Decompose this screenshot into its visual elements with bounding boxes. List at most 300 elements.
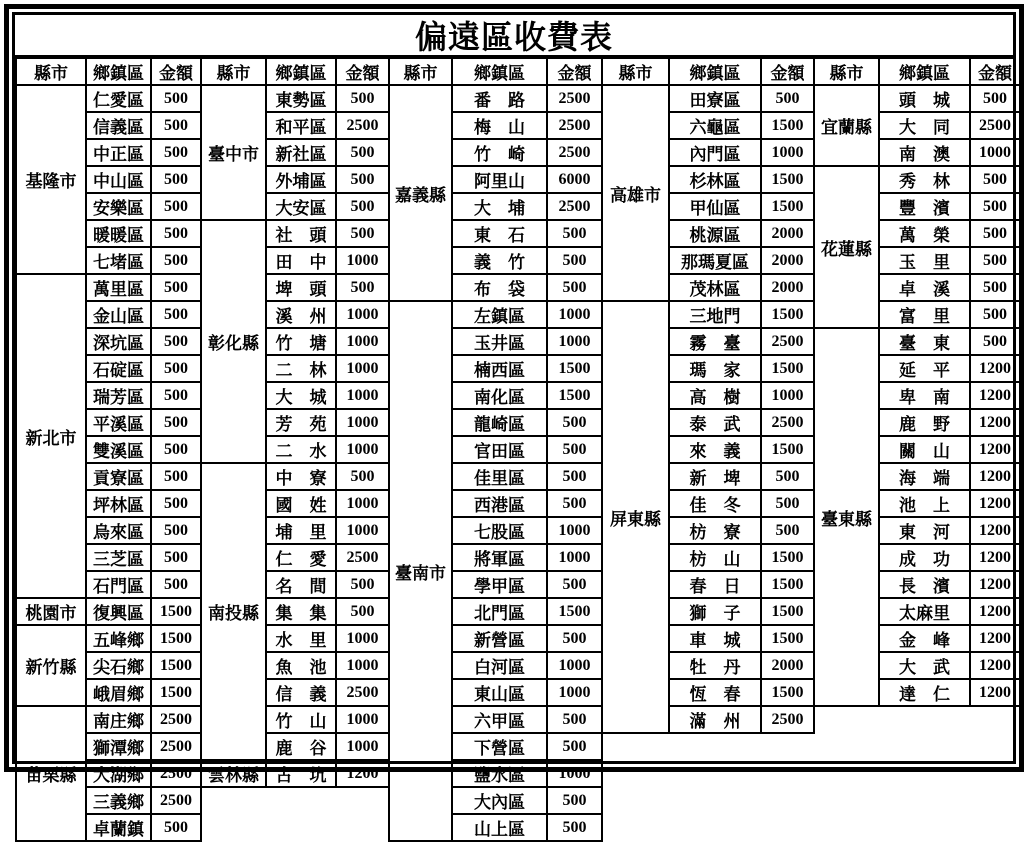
township-cell: 芳 苑 xyxy=(266,409,336,436)
fee-cell: 2500 xyxy=(547,193,602,220)
township-cell: 泰 武 xyxy=(669,409,761,436)
empty-cell xyxy=(602,733,814,760)
empty-cell xyxy=(602,787,814,814)
township-cell: 梅 山 xyxy=(452,112,547,139)
fee-cell: 500 xyxy=(547,220,602,247)
header-cell-township: 鄉鎮區 xyxy=(669,59,761,85)
fee-cell: 500 xyxy=(151,85,201,112)
township-cell: 尖石鄉 xyxy=(86,652,151,679)
fee-cell: 500 xyxy=(151,301,201,328)
fee-cell: 1200 xyxy=(970,409,1020,436)
fee-cell: 500 xyxy=(970,274,1020,301)
township-cell: 恆 春 xyxy=(669,679,761,706)
township-cell: 烏來區 xyxy=(86,517,151,544)
fee-cell: 500 xyxy=(151,517,201,544)
county-cell: 新北市 xyxy=(16,274,86,598)
county-cell: 基隆市 xyxy=(16,85,86,274)
fee-cell: 500 xyxy=(970,220,1020,247)
fee-cell: 2500 xyxy=(151,706,201,733)
township-cell: 那瑪夏區 xyxy=(669,247,761,274)
header-cell-amount: 金額 xyxy=(547,59,602,85)
fee-cell: 1000 xyxy=(547,760,602,787)
fee-cell: 500 xyxy=(151,355,201,382)
township-cell: 卑 南 xyxy=(879,382,970,409)
fee-cell: 1500 xyxy=(547,382,602,409)
county-cell: 彰化縣 xyxy=(201,220,266,463)
table-row xyxy=(16,166,1020,193)
township-cell: 埤 頭 xyxy=(266,274,336,301)
table-body xyxy=(16,85,1020,841)
fee-cell: 500 xyxy=(151,436,201,463)
township-cell: 大內區 xyxy=(452,787,547,814)
table-row xyxy=(16,733,1020,760)
fee-cell: 1000 xyxy=(336,247,389,274)
fee-cell: 500 xyxy=(151,544,201,571)
table-row xyxy=(16,760,1020,787)
fee-cell: 1200 xyxy=(970,571,1020,598)
fee-cell: 500 xyxy=(970,247,1020,274)
fee-cell: 1500 xyxy=(151,652,201,679)
township-cell: 官田區 xyxy=(452,436,547,463)
empty-cell xyxy=(602,760,814,787)
township-cell: 金 峰 xyxy=(879,625,970,652)
fee-cell: 2500 xyxy=(761,328,814,355)
township-cell: 關 山 xyxy=(879,436,970,463)
fee-cell: 2000 xyxy=(761,247,814,274)
fee-cell: 500 xyxy=(547,274,602,301)
township-cell: 南化區 xyxy=(452,382,547,409)
fee-cell: 1000 xyxy=(336,490,389,517)
township-cell: 山上區 xyxy=(452,814,547,841)
header-cell-county: 縣市 xyxy=(814,59,879,85)
fee-cell: 500 xyxy=(547,436,602,463)
empty-cell xyxy=(814,787,1020,814)
empty-cell xyxy=(201,814,389,841)
county-cell: 臺南市 xyxy=(389,301,452,841)
township-cell: 達 仁 xyxy=(879,679,970,706)
empty-cell xyxy=(814,706,1020,733)
header-cell-township: 鄉鎮區 xyxy=(266,59,336,85)
fee-cell: 500 xyxy=(761,463,814,490)
fee-table xyxy=(15,59,1021,842)
fee-cell: 500 xyxy=(151,193,201,220)
table-frame xyxy=(12,12,1016,839)
fee-cell: 1000 xyxy=(336,436,389,463)
fee-cell: 1500 xyxy=(761,571,814,598)
fee-cell: 1200 xyxy=(970,652,1020,679)
township-cell: 佳里區 xyxy=(452,463,547,490)
header-cell-township: 鄉鎮區 xyxy=(452,59,547,85)
fee-cell: 500 xyxy=(970,193,1020,220)
fee-cell: 500 xyxy=(151,139,201,166)
township-cell: 大 埔 xyxy=(452,193,547,220)
empty-cell xyxy=(201,787,389,814)
township-cell: 霧 臺 xyxy=(669,328,761,355)
fee-cell: 1000 xyxy=(336,517,389,544)
fee-cell: 2500 xyxy=(547,85,602,112)
fee-cell: 500 xyxy=(547,814,602,841)
township-cell: 鹽水區 xyxy=(452,760,547,787)
fee-cell: 500 xyxy=(151,382,201,409)
township-cell: 大 同 xyxy=(879,112,970,139)
fee-cell: 2500 xyxy=(336,544,389,571)
township-cell: 大 城 xyxy=(266,382,336,409)
fee-cell: 500 xyxy=(336,274,389,301)
fee-cell: 1000 xyxy=(336,355,389,382)
county-cell: 新竹縣 xyxy=(16,625,86,706)
township-cell: 臺 東 xyxy=(879,328,970,355)
township-cell: 秀 林 xyxy=(879,166,970,193)
township-cell: 竹 山 xyxy=(266,706,336,733)
township-cell: 北門區 xyxy=(452,598,547,625)
township-cell: 仁 愛 xyxy=(266,544,336,571)
fee-cell: 1000 xyxy=(336,706,389,733)
fee-cell: 1200 xyxy=(970,679,1020,706)
township-cell: 平溪區 xyxy=(86,409,151,436)
township-cell: 瑞芳區 xyxy=(86,382,151,409)
fee-cell: 500 xyxy=(151,463,201,490)
township-cell: 玉井區 xyxy=(452,328,547,355)
township-cell: 茂林區 xyxy=(669,274,761,301)
fee-cell: 1500 xyxy=(761,112,814,139)
township-cell: 杉林區 xyxy=(669,166,761,193)
fee-cell: 1500 xyxy=(761,679,814,706)
township-cell: 豐 濱 xyxy=(879,193,970,220)
fee-cell: 500 xyxy=(761,85,814,112)
township-cell: 太麻里 xyxy=(879,598,970,625)
fee-cell: 1500 xyxy=(761,598,814,625)
fee-cell: 500 xyxy=(151,328,201,355)
township-cell: 義 竹 xyxy=(452,247,547,274)
township-cell: 信義區 xyxy=(86,112,151,139)
township-cell: 二 水 xyxy=(266,436,336,463)
fee-cell: 500 xyxy=(547,787,602,814)
township-cell: 仁愛區 xyxy=(86,85,151,112)
fee-cell: 1500 xyxy=(151,598,201,625)
county-cell: 高雄市 xyxy=(602,85,669,301)
township-cell: 新社區 xyxy=(266,139,336,166)
header-row xyxy=(16,59,1020,85)
fee-cell: 500 xyxy=(547,571,602,598)
fee-cell: 500 xyxy=(547,706,602,733)
fee-cell: 6000 xyxy=(547,166,602,193)
fee-cell: 1500 xyxy=(761,193,814,220)
fee-cell: 1000 xyxy=(336,301,389,328)
township-cell: 西港區 xyxy=(452,490,547,517)
header-cell-township: 鄉鎮區 xyxy=(879,59,970,85)
fee-cell: 2500 xyxy=(547,139,602,166)
empty-cell xyxy=(814,760,1020,787)
township-cell: 瑪 家 xyxy=(669,355,761,382)
fee-cell: 1500 xyxy=(761,355,814,382)
fee-cell: 1500 xyxy=(151,679,201,706)
fee-cell: 500 xyxy=(336,193,389,220)
page-border xyxy=(4,4,1024,839)
county-cell: 宜蘭縣 xyxy=(814,85,879,166)
township-cell: 坪林區 xyxy=(86,490,151,517)
fee-cell: 1200 xyxy=(970,625,1020,652)
township-cell: 石碇區 xyxy=(86,355,151,382)
fee-cell: 1000 xyxy=(761,139,814,166)
township-cell: 春 日 xyxy=(669,571,761,598)
township-cell: 東 石 xyxy=(452,220,547,247)
fee-cell: 2500 xyxy=(151,733,201,760)
fee-cell: 500 xyxy=(336,139,389,166)
township-cell: 中正區 xyxy=(86,139,151,166)
fee-cell: 1200 xyxy=(970,544,1020,571)
township-cell: 延 平 xyxy=(879,355,970,382)
header-cell-county: 縣市 xyxy=(201,59,266,85)
township-cell: 海 端 xyxy=(879,463,970,490)
fee-cell: 1000 xyxy=(547,679,602,706)
township-cell: 深坑區 xyxy=(86,328,151,355)
township-cell: 獅潭鄉 xyxy=(86,733,151,760)
fee-cell: 500 xyxy=(151,220,201,247)
township-cell: 新營區 xyxy=(452,625,547,652)
township-cell: 七股區 xyxy=(452,517,547,544)
township-cell: 五峰鄉 xyxy=(86,625,151,652)
fee-cell: 500 xyxy=(970,85,1020,112)
township-cell: 桃源區 xyxy=(669,220,761,247)
table-row xyxy=(16,814,1020,841)
fee-cell: 500 xyxy=(336,598,389,625)
fee-cell: 500 xyxy=(151,274,201,301)
township-cell: 魚 池 xyxy=(266,652,336,679)
fee-cell: 1500 xyxy=(547,355,602,382)
township-cell: 來 義 xyxy=(669,436,761,463)
township-cell: 新 埤 xyxy=(669,463,761,490)
township-cell: 南 澳 xyxy=(879,139,970,166)
township-cell: 田 中 xyxy=(266,247,336,274)
fee-cell: 1500 xyxy=(547,598,602,625)
fee-cell: 1500 xyxy=(761,625,814,652)
township-cell: 社 頭 xyxy=(266,220,336,247)
township-cell: 枋 寮 xyxy=(669,517,761,544)
header-cell-amount: 金額 xyxy=(151,59,201,85)
fee-cell: 500 xyxy=(336,571,389,598)
township-cell: 南庄鄉 xyxy=(86,706,151,733)
fee-cell: 1200 xyxy=(970,463,1020,490)
fee-cell: 1000 xyxy=(547,328,602,355)
fee-cell: 1000 xyxy=(761,382,814,409)
township-cell: 布 袋 xyxy=(452,274,547,301)
fee-cell: 500 xyxy=(336,220,389,247)
header-cell-county: 縣市 xyxy=(16,59,86,85)
township-cell: 三地門 xyxy=(669,301,761,328)
township-cell: 水 里 xyxy=(266,625,336,652)
empty-cell xyxy=(602,814,814,841)
header-cell-county: 縣市 xyxy=(602,59,669,85)
fee-cell: 500 xyxy=(151,112,201,139)
township-cell: 獅 子 xyxy=(669,598,761,625)
township-cell: 鹿 野 xyxy=(879,409,970,436)
township-cell: 復興區 xyxy=(86,598,151,625)
fee-cell: 500 xyxy=(547,490,602,517)
township-cell: 學甲區 xyxy=(452,571,547,598)
township-cell: 玉 里 xyxy=(879,247,970,274)
township-cell: 長 濱 xyxy=(879,571,970,598)
fee-cell: 1000 xyxy=(336,328,389,355)
table-row xyxy=(16,85,1020,112)
fee-cell: 500 xyxy=(336,463,389,490)
fee-cell: 1200 xyxy=(336,760,389,787)
fee-cell: 1000 xyxy=(336,409,389,436)
fee-cell: 1200 xyxy=(970,490,1020,517)
fee-cell: 500 xyxy=(151,247,201,274)
township-cell: 名 間 xyxy=(266,571,336,598)
township-cell: 集 集 xyxy=(266,598,336,625)
township-cell: 卓 溪 xyxy=(879,274,970,301)
header-cell-township: 鄉鎮區 xyxy=(86,59,151,85)
fee-cell: 2500 xyxy=(761,706,814,733)
township-cell: 番 路 xyxy=(452,85,547,112)
fee-cell: 1000 xyxy=(336,382,389,409)
fee-cell: 1000 xyxy=(336,652,389,679)
township-cell: 枋 山 xyxy=(669,544,761,571)
county-cell: 臺東縣 xyxy=(814,328,879,706)
fee-cell: 500 xyxy=(151,490,201,517)
township-cell: 信 義 xyxy=(266,679,336,706)
header-cell-county: 縣市 xyxy=(389,59,452,85)
township-cell: 七堵區 xyxy=(86,247,151,274)
township-cell: 白河區 xyxy=(452,652,547,679)
fee-cell: 1000 xyxy=(970,139,1020,166)
fee-cell: 1500 xyxy=(761,301,814,328)
township-cell: 二 林 xyxy=(266,355,336,382)
table-row xyxy=(16,328,1020,355)
fee-cell: 2000 xyxy=(761,652,814,679)
empty-cell xyxy=(814,733,1020,760)
township-cell: 國 姓 xyxy=(266,490,336,517)
fee-cell: 2500 xyxy=(547,112,602,139)
township-cell: 車 城 xyxy=(669,625,761,652)
township-cell: 石門區 xyxy=(86,571,151,598)
fee-cell: 1000 xyxy=(336,625,389,652)
county-cell: 雲林縣 xyxy=(201,760,266,787)
fee-cell: 2500 xyxy=(336,679,389,706)
fee-cell: 500 xyxy=(547,409,602,436)
table-header xyxy=(16,59,1020,85)
township-cell: 中 寮 xyxy=(266,463,336,490)
township-cell: 滿 州 xyxy=(669,706,761,733)
fee-cell: 1500 xyxy=(151,625,201,652)
township-cell: 高 樹 xyxy=(669,382,761,409)
township-cell: 將軍區 xyxy=(452,544,547,571)
fee-cell: 1500 xyxy=(761,436,814,463)
township-cell: 大安區 xyxy=(266,193,336,220)
township-cell: 峨眉鄉 xyxy=(86,679,151,706)
fee-cell: 1000 xyxy=(547,301,602,328)
fee-cell: 2500 xyxy=(970,112,1020,139)
township-cell: 內門區 xyxy=(669,139,761,166)
township-cell: 溪 州 xyxy=(266,301,336,328)
fee-cell: 500 xyxy=(761,490,814,517)
fee-cell: 1200 xyxy=(970,598,1020,625)
fee-cell: 1200 xyxy=(970,382,1020,409)
township-cell: 萬里區 xyxy=(86,274,151,301)
township-cell: 池 上 xyxy=(879,490,970,517)
township-cell: 竹 塘 xyxy=(266,328,336,355)
fee-cell: 2500 xyxy=(336,112,389,139)
fee-cell: 500 xyxy=(970,166,1020,193)
fee-cell: 2500 xyxy=(151,787,201,814)
township-cell: 貢寮區 xyxy=(86,463,151,490)
township-cell: 富 里 xyxy=(879,301,970,328)
fee-cell: 2500 xyxy=(151,760,201,787)
fee-cell: 1000 xyxy=(547,544,602,571)
township-cell: 卓蘭鎮 xyxy=(86,814,151,841)
fee-cell: 500 xyxy=(547,625,602,652)
township-cell: 古 坑 xyxy=(266,760,336,787)
township-cell: 佳 冬 xyxy=(669,490,761,517)
fee-cell: 500 xyxy=(336,85,389,112)
empty-cell xyxy=(814,814,1020,841)
township-cell: 下營區 xyxy=(452,733,547,760)
fee-cell: 1200 xyxy=(970,436,1020,463)
township-cell: 大 武 xyxy=(879,652,970,679)
fee-cell: 1000 xyxy=(547,652,602,679)
township-cell: 甲仙區 xyxy=(669,193,761,220)
county-cell: 苗栗縣 xyxy=(16,706,86,841)
fee-cell: 500 xyxy=(151,409,201,436)
county-cell: 屏東縣 xyxy=(602,301,669,733)
township-cell: 東山區 xyxy=(452,679,547,706)
township-cell: 中山區 xyxy=(86,166,151,193)
fee-cell: 500 xyxy=(761,517,814,544)
fee-cell: 500 xyxy=(151,571,201,598)
township-cell: 六甲區 xyxy=(452,706,547,733)
fee-cell: 2000 xyxy=(761,274,814,301)
township-cell: 阿里山 xyxy=(452,166,547,193)
fee-cell: 500 xyxy=(336,166,389,193)
township-cell: 楠西區 xyxy=(452,355,547,382)
township-cell: 暖暖區 xyxy=(86,220,151,247)
township-cell: 萬 榮 xyxy=(879,220,970,247)
fee-cell: 2500 xyxy=(761,409,814,436)
fee-cell: 500 xyxy=(547,247,602,274)
township-cell: 牡 丹 xyxy=(669,652,761,679)
fee-cell: 500 xyxy=(970,301,1020,328)
fee-cell: 500 xyxy=(970,328,1020,355)
township-cell: 竹 崎 xyxy=(452,139,547,166)
fee-cell: 1500 xyxy=(761,544,814,571)
township-cell: 三芝區 xyxy=(86,544,151,571)
township-cell: 成 功 xyxy=(879,544,970,571)
township-cell: 外埔區 xyxy=(266,166,336,193)
fee-cell: 1000 xyxy=(547,517,602,544)
township-cell: 左鎮區 xyxy=(452,301,547,328)
table-row xyxy=(16,787,1020,814)
township-cell: 東勢區 xyxy=(266,85,336,112)
township-cell: 安樂區 xyxy=(86,193,151,220)
fee-cell: 2000 xyxy=(761,220,814,247)
header-cell-amount: 金額 xyxy=(970,59,1020,85)
township-cell: 和平區 xyxy=(266,112,336,139)
township-cell: 埔 里 xyxy=(266,517,336,544)
fee-cell: 500 xyxy=(151,166,201,193)
fee-cell: 1200 xyxy=(970,355,1020,382)
township-cell: 雙溪區 xyxy=(86,436,151,463)
fee-cell: 500 xyxy=(151,814,201,841)
fee-cell: 500 xyxy=(547,463,602,490)
township-cell: 龍崎區 xyxy=(452,409,547,436)
township-cell: 六龜區 xyxy=(669,112,761,139)
table-row xyxy=(16,706,1020,733)
county-cell: 臺中市 xyxy=(201,85,266,220)
township-cell: 鹿 谷 xyxy=(266,733,336,760)
township-cell: 田寮區 xyxy=(669,85,761,112)
county-cell: 嘉義縣 xyxy=(389,85,452,301)
